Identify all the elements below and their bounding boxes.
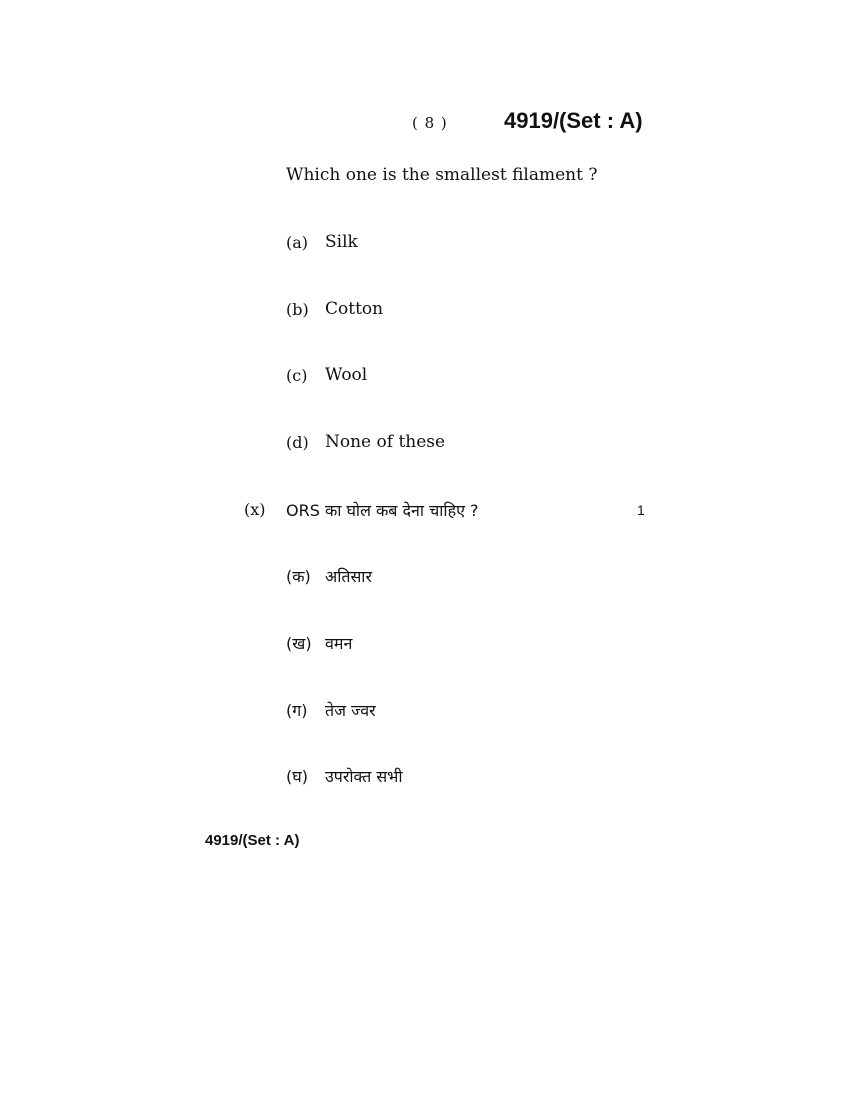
question-number: (x) <box>244 500 266 519</box>
option-text: Cotton <box>325 299 384 319</box>
question-text: Which one is the smallest filament ? <box>286 165 598 185</box>
option-label: (घ) <box>286 767 308 786</box>
option-text: Wool <box>325 365 368 385</box>
option-text: अतिसार <box>325 567 372 586</box>
option-label: (ख) <box>286 634 312 653</box>
question-marks: 1 <box>637 502 645 518</box>
option-label: (a) <box>286 233 309 252</box>
question-text: ORS का घोल कब देना चाहिए ? <box>286 501 479 520</box>
set-code-footer: 4919/(Set : A) <box>205 832 300 849</box>
option-text: None of these <box>325 432 446 452</box>
option-text: वमन <box>325 634 353 653</box>
set-code-header: 4919/(Set : A) <box>504 108 643 133</box>
option-label: (d) <box>286 433 309 452</box>
option-text: उपरोक्त सभी <box>325 767 403 786</box>
option-label: (ग) <box>286 701 308 720</box>
option-label: (क) <box>286 567 311 586</box>
option-label: (c) <box>286 366 308 385</box>
page-number: ( 8 ) <box>412 114 448 132</box>
option-label: (b) <box>286 300 309 319</box>
option-text: Silk <box>325 232 358 252</box>
option-text: तेज ज्वर <box>325 701 376 720</box>
